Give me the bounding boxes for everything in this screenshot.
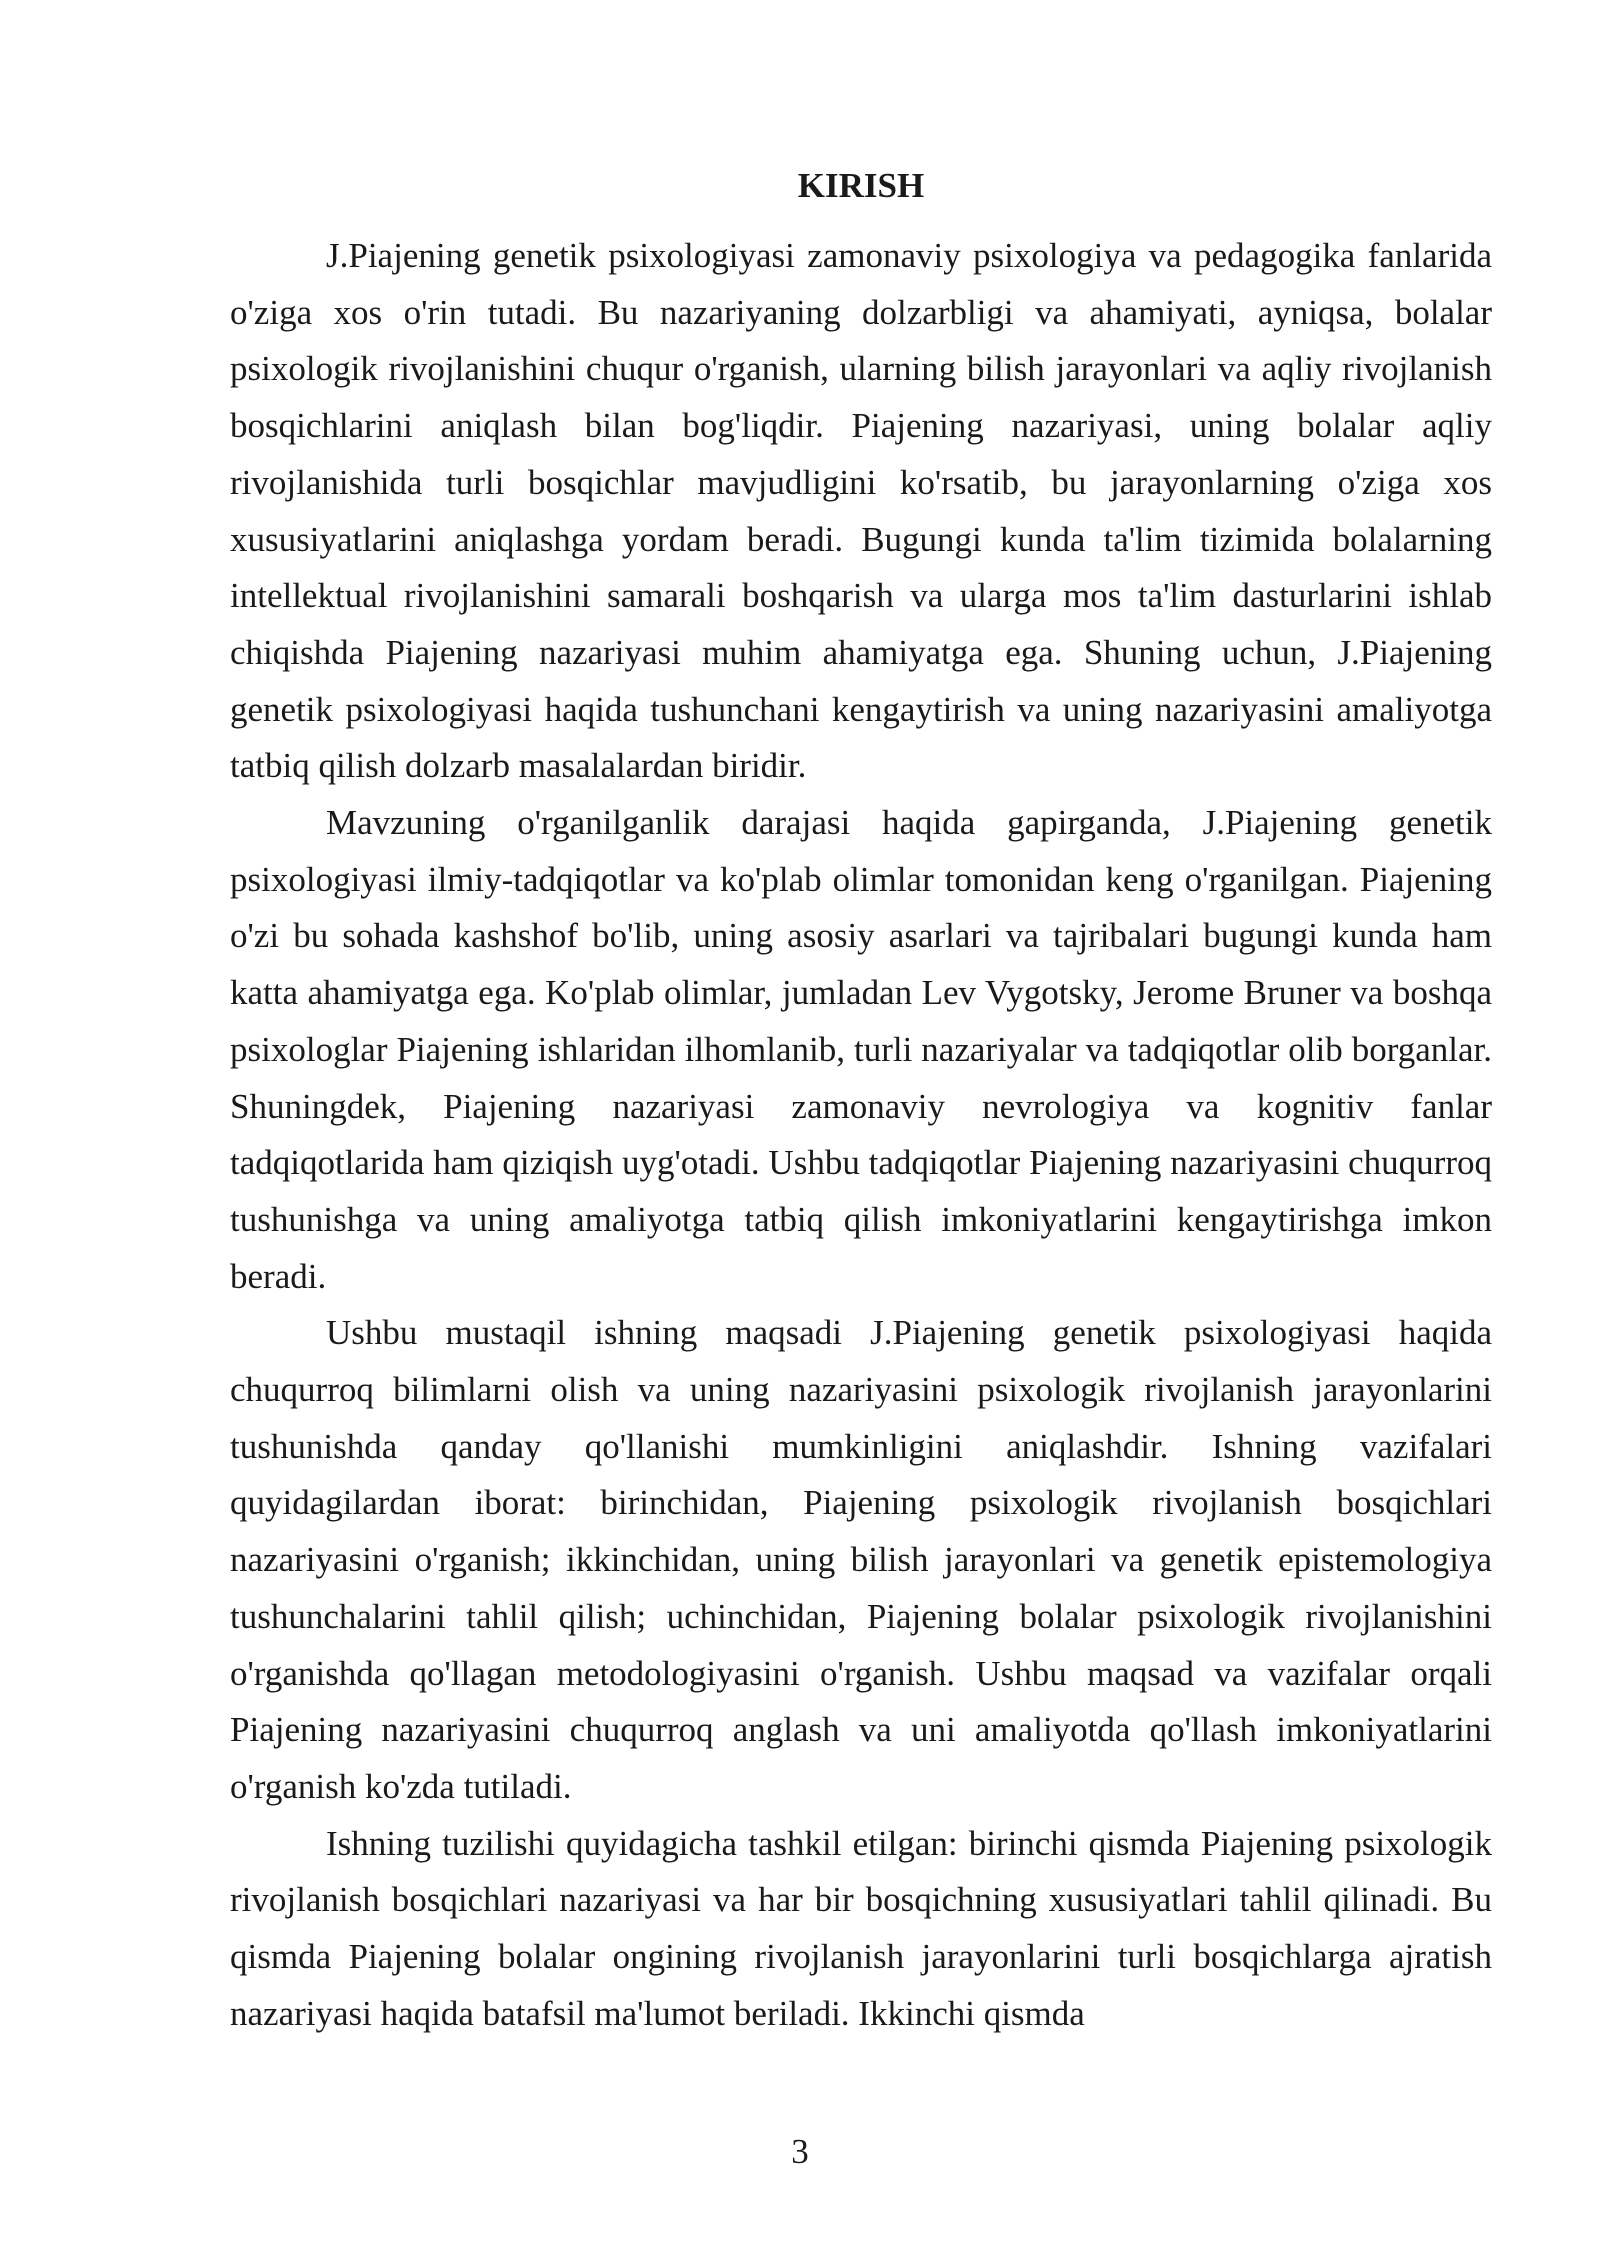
section-title: KIRISH <box>797 166 925 205</box>
page-content <box>230 166 1492 2043</box>
page-number: 3 <box>791 2132 809 2171</box>
paragraph-goals-and-tasks: Ushbu mustaqil ishning maqsadi J.Piajening genetik psixologiyasi haqida chuqurroq bilimlarni olish va uning nazariyasini psixologik rivojlanish jarayonlarini tushunishda qanday qo'llanishi mumkinligini aniqlashdir. Ishning vazifalari quyidagilardan iborat: birinchidan, Piajening psixologik rivojlanish bosqichlari nazariyasini o'rganish; ikkinchidan, uning bilish jarayonlari va genetik epistemologiya tushunchalarini tahlil qilish; uchinchidan, Piajening bolalar psixologik rivojlanishini o'rganishda qo'llagan metodologiyasini o'rganish. Ushbu maqsad va vazifalar orqali Piajening nazariyasini chuqurroq anglash va uni amaliyotda qo'llash imkoniyatlarini o'rganish ko'zda tutiladi. <box>230 1313 1492 1806</box>
paragraph-structure: Ishning tuzilishi quyidagicha tashkil etilgan: birinchi qismda Piajening psixologik rivojlanish bosqichlari nazariyasi va har bir bosqichning xususiyatlari tahlil qilinadi. Bu qismda Piajening bolalar ongining rivojlanish jarayonlarini turli bosqichlarga ajratish nazariyasi haqida batafsil ma'lumot beriladi. Ikkinchi qismda <box>230 1823 1492 2033</box>
paragraph-degree-of-study: Mavzuning o'rganilganlik darajasi haqida gapirganda, J.Piajening genetik psixologiyasi ilmiy-tadqiqotlar va ko'plab olimlar tomonidan keng o'rganilgan. Piajening o'zi bu sohada kashshof bo'lib, uning asosiy asarlari va tajribalari bugungi kunda ham katta ahamiyatga ega. Ko'plab olimlar, jumladan Lev Vygotsky, Jerome Bruner va boshqa psixologlar Piajening ishlaridan ilhomlanib, turli nazariyalar va tadqiqotlar olib borganlar. Shuningdek, Piajening nazariyasi zamonaviy nevrologiya va kognitiv fanlar tadqiqotlarida ham qiziqish uyg'otadi. Ushbu tadqiqotlar Piajening nazariyasini chuqurroq tushunishga va uning amaliyotga tatbiq qilish imkoniyatlarini kengaytirishga imkon beradi. <box>230 803 1492 1296</box>
paragraph-relevance: J.Piajening genetik psixologiyasi zamonaviy psixologiya va pedagogika fanlarida o'ziga xos o'rin tutadi. Bu nazariyaning dolzarbligi va ahamiyati, ayniqsa, bolalar psixologik rivojlanishini chuqur o'rganish, ularning bilish jarayonlari va aqliy rivojlanish bosqichlarini aniqlash bilan bog'liqdir. Piajening nazariyasi, uning bolalar aqliy rivojlanishida turli bosqichlar mavjudligini ko'rsatib, bu jarayonlarning o'ziga xos xususiyatlarini aniqlashga yordam beradi. Bugungi kunda ta'lim tizimida bolalarning intellektual rivojlanishini samarali boshqarish va ularga mos ta'lim dasturlarini ishlab chiqishda Piajening nazariyasi muhim ahamiyatga ega. Shuning uchun, J.Piajening genetik psixologiyasi haqida tushunchani kengaytirish va uning nazariyasini amaliyotga tatbiq qilish dolzarb masalalardan biridir. <box>230 236 1492 786</box>
